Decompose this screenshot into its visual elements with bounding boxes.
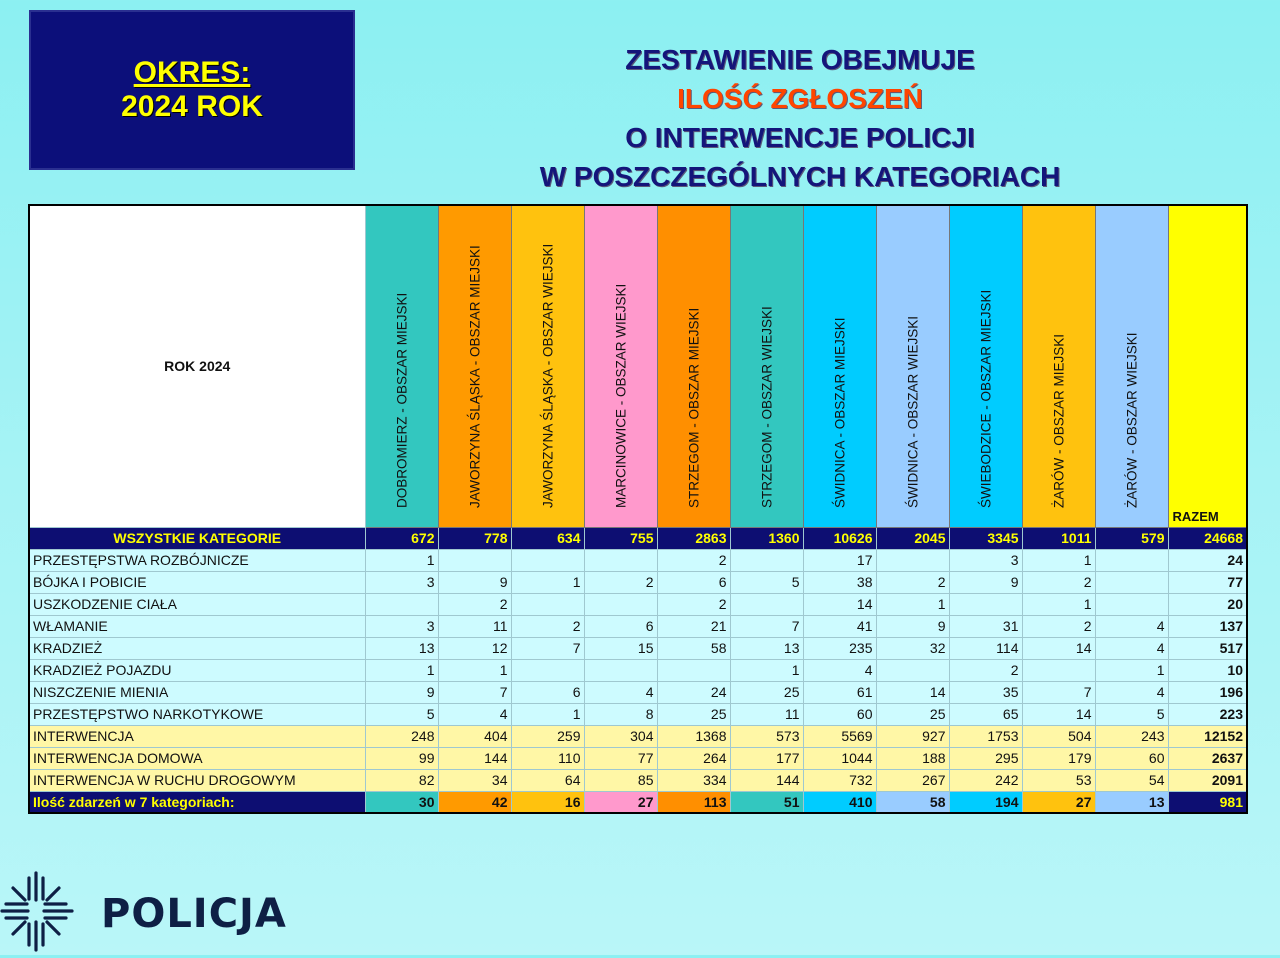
value-cell: 2 [876, 571, 949, 593]
value-cell: 1 [511, 571, 584, 593]
row-label: BÓJKA I POBICIE [29, 571, 365, 593]
title-line-4: W POSZCZEGÓLNYCH KATEGORIACH [539, 161, 1061, 192]
value-cell: 41 [803, 615, 876, 637]
value-cell [876, 549, 949, 571]
value-cell [584, 659, 657, 681]
column-header [657, 205, 730, 527]
value-cell: 25 [876, 703, 949, 725]
value-cell: 778 [438, 527, 511, 549]
events-summary-row [29, 791, 1247, 813]
column-header [730, 205, 803, 527]
category-row [29, 659, 1247, 681]
value-cell: 1 [1022, 549, 1095, 571]
value-cell: 1 [511, 703, 584, 725]
value-cell: 2 [1022, 615, 1095, 637]
value-cell: 25 [730, 681, 803, 703]
value-cell: 51 [730, 791, 803, 813]
value-cell: 34 [438, 769, 511, 791]
total-cell: 20 [1168, 593, 1247, 615]
value-cell: 1 [438, 659, 511, 681]
value-cell: 672 [365, 527, 438, 549]
value-cell: 60 [1095, 747, 1168, 769]
value-cell: 144 [438, 747, 511, 769]
category-row [29, 681, 1247, 703]
value-cell [1095, 593, 1168, 615]
value-cell: 188 [876, 747, 949, 769]
value-cell: 6 [584, 615, 657, 637]
row-label: INTERWENCJA DOMOWA [29, 747, 365, 769]
value-cell: 4 [438, 703, 511, 725]
value-cell: 1 [1022, 593, 1095, 615]
column-label: JAWORZYNA ŚLĄSKA - OBSZAR MIEJSKI [467, 244, 482, 508]
value-cell: 4 [1095, 615, 1168, 637]
category-row [29, 725, 1247, 747]
total-cell: 24668 [1168, 527, 1247, 549]
value-cell: 7 [730, 615, 803, 637]
value-cell: 4 [1095, 637, 1168, 659]
value-cell: 334 [657, 769, 730, 791]
value-cell: 2 [511, 615, 584, 637]
period-label: OKRES: [133, 56, 251, 89]
column-label: RAZEM [1172, 508, 1219, 524]
category-row [29, 769, 1247, 791]
value-cell: 58 [876, 791, 949, 813]
value-cell: 24 [657, 681, 730, 703]
value-cell: 144 [730, 769, 803, 791]
value-cell: 1 [365, 659, 438, 681]
category-row [29, 747, 1247, 769]
row-label: KRADZIEŻ [29, 637, 365, 659]
total-cell: 2637 [1168, 747, 1247, 769]
total-cell: 24 [1168, 549, 1247, 571]
value-cell: 114 [949, 637, 1022, 659]
value-cell: 248 [365, 725, 438, 747]
value-cell: 3 [365, 615, 438, 637]
value-cell: 32 [876, 637, 949, 659]
value-cell: 61 [803, 681, 876, 703]
value-cell: 58 [657, 637, 730, 659]
value-cell: 2 [1022, 571, 1095, 593]
row-label: WŁAMANIE [29, 615, 365, 637]
value-cell: 13 [730, 637, 803, 659]
value-cell: 755 [584, 527, 657, 549]
statistics-table [28, 204, 1248, 814]
value-cell: 4 [803, 659, 876, 681]
value-cell: 304 [584, 725, 657, 747]
category-row [29, 637, 1247, 659]
total-cell: 12152 [1168, 725, 1247, 747]
category-row [29, 615, 1247, 637]
value-cell: 1368 [657, 725, 730, 747]
value-cell [1095, 571, 1168, 593]
value-cell: 410 [803, 791, 876, 813]
value-cell [511, 593, 584, 615]
value-cell: 1 [876, 593, 949, 615]
value-cell [584, 593, 657, 615]
value-cell: 9 [949, 571, 1022, 593]
row-label: NISZCZENIE MIENIA [29, 681, 365, 703]
value-cell [584, 549, 657, 571]
column-label: JAWORZYNA ŚLĄSKA - OBSZAR WIEJSKI [540, 243, 555, 508]
column-header [1168, 205, 1247, 527]
value-cell: 3 [949, 549, 1022, 571]
value-cell: 113 [657, 791, 730, 813]
value-cell: 2 [438, 593, 511, 615]
column-label: STRZEGOM - OBSZAR MIEJSKI [686, 307, 701, 508]
value-cell: 82 [365, 769, 438, 791]
total-cell: 137 [1168, 615, 1247, 637]
value-cell: 194 [949, 791, 1022, 813]
value-cell: 60 [803, 703, 876, 725]
column-label: ŻARÓW - OBSZAR MIEJSKI [1051, 333, 1066, 508]
value-cell: 2045 [876, 527, 949, 549]
value-cell: 2 [657, 593, 730, 615]
value-cell: 9 [876, 615, 949, 637]
value-cell: 1044 [803, 747, 876, 769]
value-cell: 1753 [949, 725, 1022, 747]
value-cell [730, 549, 803, 571]
value-cell: 65 [949, 703, 1022, 725]
title-line-3: O INTERWENCJE POLICJI [625, 122, 975, 153]
value-cell: 2 [657, 549, 730, 571]
total-cell: 10 [1168, 659, 1247, 681]
column-label: ŚWIDNICA - OBSZAR MIEJSKI [832, 316, 847, 508]
value-cell: 634 [511, 527, 584, 549]
value-cell: 14 [1022, 703, 1095, 725]
value-cell: 1 [730, 659, 803, 681]
value-cell [657, 659, 730, 681]
value-cell [1022, 659, 1095, 681]
value-cell: 8 [584, 703, 657, 725]
value-cell: 13 [365, 637, 438, 659]
category-row [29, 549, 1247, 571]
value-cell: 30 [365, 791, 438, 813]
value-cell: 2863 [657, 527, 730, 549]
total-cell: 196 [1168, 681, 1247, 703]
value-cell: 6 [657, 571, 730, 593]
corner-label: ROK 2024 [29, 205, 365, 527]
column-header [438, 205, 511, 527]
value-cell: 85 [584, 769, 657, 791]
value-cell [511, 549, 584, 571]
value-cell: 13 [1095, 791, 1168, 813]
value-cell: 5 [730, 571, 803, 593]
value-cell: 10626 [803, 527, 876, 549]
value-cell: 9 [438, 571, 511, 593]
value-cell: 5 [1095, 703, 1168, 725]
value-cell: 3345 [949, 527, 1022, 549]
total-cell: 517 [1168, 637, 1247, 659]
value-cell: 16 [511, 791, 584, 813]
value-cell [365, 593, 438, 615]
column-header [584, 205, 657, 527]
value-cell: 5569 [803, 725, 876, 747]
value-cell: 259 [511, 725, 584, 747]
value-cell: 7 [511, 637, 584, 659]
column-label: ŚWIDNICA - OBSZAR WIEJSKI [905, 315, 920, 508]
category-row [29, 593, 1247, 615]
value-cell: 243 [1095, 725, 1168, 747]
value-cell: 3 [365, 571, 438, 593]
logo-text: POLICJA [101, 891, 287, 937]
value-cell: 35 [949, 681, 1022, 703]
column-header [1095, 205, 1168, 527]
value-cell: 4 [1095, 681, 1168, 703]
row-label: WSZYSTKIE KATEGORIE [29, 527, 365, 549]
value-cell: 31 [949, 615, 1022, 637]
value-cell: 110 [511, 747, 584, 769]
value-cell: 1 [365, 549, 438, 571]
period-box [29, 10, 355, 170]
category-row [29, 703, 1247, 725]
value-cell: 6 [511, 681, 584, 703]
value-cell: 99 [365, 747, 438, 769]
column-label: MARCINOWICE - OBSZAR WIEJSKI [613, 283, 628, 508]
value-cell [876, 659, 949, 681]
total-cell: 223 [1168, 703, 1247, 725]
value-cell: 2 [584, 571, 657, 593]
row-label: KRADZIEŻ POJAZDU [29, 659, 365, 681]
column-label: STRZEGOM - OBSZAR WIEJSKI [759, 305, 774, 508]
value-cell [730, 593, 803, 615]
value-cell: 732 [803, 769, 876, 791]
value-cell: 179 [1022, 747, 1095, 769]
value-cell: 1 [1095, 659, 1168, 681]
category-row [29, 571, 1247, 593]
value-cell: 53 [1022, 769, 1095, 791]
value-cell: 27 [584, 791, 657, 813]
value-cell: 4 [584, 681, 657, 703]
column-header [365, 205, 438, 527]
value-cell: 242 [949, 769, 1022, 791]
page-title [400, 40, 1200, 196]
value-cell: 11 [438, 615, 511, 637]
column-label: DOBROMIERZ - OBSZAR MIEJSKI [394, 292, 409, 508]
value-cell [511, 659, 584, 681]
total-cell: 2091 [1168, 769, 1247, 791]
row-label: PRZESTĘPSTWO NARKOTYKOWE [29, 703, 365, 725]
value-cell: 14 [876, 681, 949, 703]
value-cell: 1360 [730, 527, 803, 549]
row-label: Ilość zdarzeń w 7 kategoriach: [29, 791, 365, 813]
value-cell: 11 [730, 703, 803, 725]
column-label: ŚWIEBODZICE - OBSZAR MIEJSKI [978, 289, 993, 508]
value-cell [949, 593, 1022, 615]
period-value: 2024 ROK [121, 90, 263, 123]
column-header [876, 205, 949, 527]
column-header [1022, 205, 1095, 527]
row-label: USZKODZENIE CIAŁA [29, 593, 365, 615]
total-cell: 981 [1168, 791, 1247, 813]
value-cell: 14 [803, 593, 876, 615]
value-cell: 267 [876, 769, 949, 791]
total-cell: 77 [1168, 571, 1247, 593]
all-categories-row [29, 527, 1247, 549]
value-cell: 21 [657, 615, 730, 637]
value-cell: 2 [949, 659, 1022, 681]
row-label: INTERWENCJA [29, 725, 365, 747]
value-cell [1095, 549, 1168, 571]
value-cell: 404 [438, 725, 511, 747]
value-cell: 17 [803, 549, 876, 571]
row-label: PRZESTĘPSTWA ROZBÓJNICZE [29, 549, 365, 571]
title-line-1: ZESTAWIENIE OBEJMUJE [625, 44, 975, 75]
value-cell: 579 [1095, 527, 1168, 549]
value-cell: 77 [584, 747, 657, 769]
column-header [949, 205, 1022, 527]
title-line-2: ILOŚĆ ZGŁOSZEŃ [677, 83, 923, 114]
value-cell [438, 549, 511, 571]
value-cell: 7 [1022, 681, 1095, 703]
value-cell: 1011 [1022, 527, 1095, 549]
row-label: INTERWENCJA W RUCHU DROGOWYM [29, 769, 365, 791]
value-cell: 7 [438, 681, 511, 703]
value-cell: 25 [657, 703, 730, 725]
value-cell: 27 [1022, 791, 1095, 813]
value-cell: 573 [730, 725, 803, 747]
value-cell: 235 [803, 637, 876, 659]
value-cell: 5 [365, 703, 438, 725]
column-label: ŻARÓW - OBSZAR WIEJSKI [1124, 331, 1139, 508]
value-cell: 504 [1022, 725, 1095, 747]
value-cell: 295 [949, 747, 1022, 769]
value-cell: 9 [365, 681, 438, 703]
value-cell: 177 [730, 747, 803, 769]
value-cell: 54 [1095, 769, 1168, 791]
value-cell: 14 [1022, 637, 1095, 659]
value-cell: 15 [584, 637, 657, 659]
column-header [511, 205, 584, 527]
value-cell: 12 [438, 637, 511, 659]
value-cell: 42 [438, 791, 511, 813]
value-cell: 64 [511, 769, 584, 791]
value-cell: 264 [657, 747, 730, 769]
value-cell: 38 [803, 571, 876, 593]
value-cell: 927 [876, 725, 949, 747]
column-header [803, 205, 876, 527]
